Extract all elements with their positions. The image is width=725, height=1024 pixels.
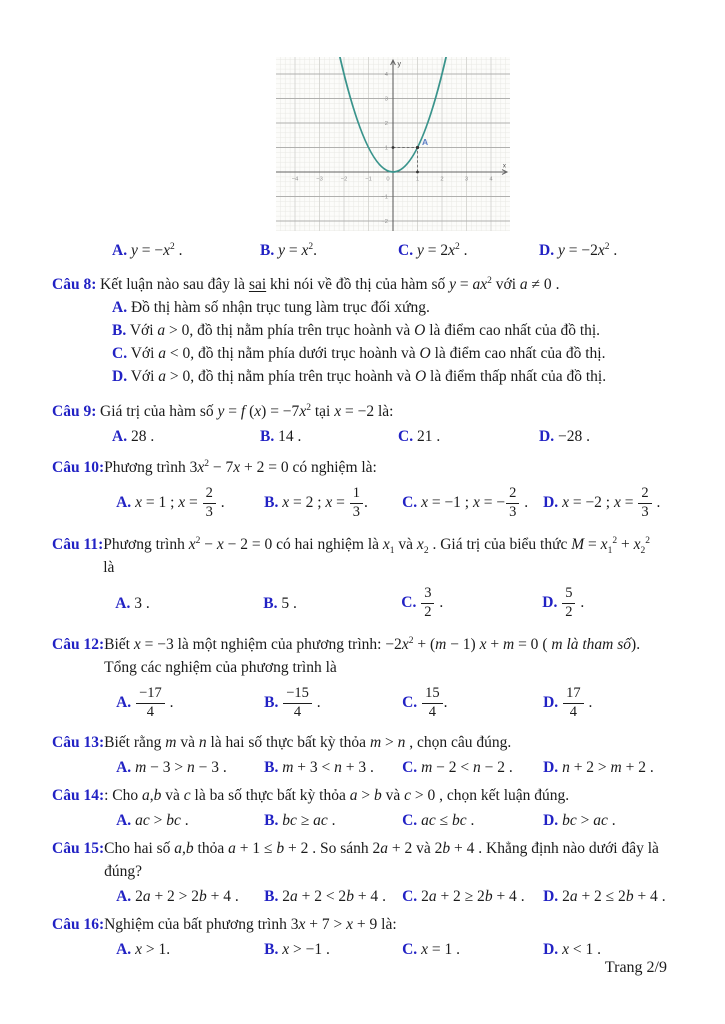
tick-label: −1 [365, 176, 372, 183]
options [116, 756, 719, 779]
option-A [116, 686, 264, 720]
options [116, 809, 719, 832]
option-text: bc > ac . [562, 812, 616, 829]
question-number: Câu 16: [52, 916, 105, 933]
option-D [112, 365, 719, 388]
question-number: Câu 10: [52, 459, 105, 476]
options [116, 682, 719, 724]
option-text: $\frac{3}{2}$ . [420, 594, 443, 611]
option-B [264, 938, 402, 961]
option-text: $\frac{15}{4}$ . [421, 694, 447, 711]
option-B [264, 486, 402, 520]
option-B [264, 885, 402, 908]
option-letter: A. [116, 493, 132, 511]
option-text: −28 . [557, 428, 590, 445]
fraction: $\frac{-15}{4}$ [282, 686, 313, 720]
question-cau-15 [0, 837, 725, 908]
question-cau-16 [0, 913, 725, 961]
tick-label: 1 [384, 145, 388, 152]
option-C [402, 885, 543, 908]
tick-label: 3 [384, 96, 388, 103]
point-label: A [422, 137, 429, 147]
option-C [112, 342, 719, 365]
option-text: ac ≤ bc . [421, 812, 475, 829]
question-number: Câu 12: [52, 636, 105, 653]
option-text: Với a > 0, đồ thị nằm phía trên trục hoành và O là điểm cao nhất của đồ thị. [129, 322, 601, 339]
option-text: $y = -x^2$ . [130, 241, 183, 259]
question-text: Kết luận nào sau đây là sai khi nói về đồ thị của hàm số $y = ax^2$ với a ≠ 0 . [100, 275, 560, 293]
question-text: Cho hai số a,b thỏa a + 1 ≤ b + 2 . So sánh 2a + 2 và 2b + 4 . Khẳng định nào dưới đây là [104, 840, 659, 857]
option-letter: C. [398, 428, 414, 445]
x-axis-label: x [502, 162, 506, 170]
option-text: m + 3 < n + 3 . [282, 759, 374, 776]
option-text: x > 1. [135, 941, 171, 958]
tick-label: −2 [381, 219, 388, 225]
option-letter: A. [116, 888, 132, 905]
option-letter: D. [543, 888, 559, 905]
option-C [401, 586, 542, 620]
option-letter: C. [401, 593, 417, 611]
fraction: $\frac{2}{3}$ [202, 486, 217, 520]
option-text: x = 1 ; x = $\frac{2}{3}$ . [135, 484, 225, 520]
tick-label: 2 [384, 121, 388, 127]
option-text: Với a < 0, đồ thị nằm phía dưới trục hoành và O là điểm cao nhất của đồ thị. [130, 345, 606, 362]
option-text: x = 2 ; x = $\frac{1}{3}$ . [282, 484, 368, 520]
question-number: Câu 9: [52, 403, 97, 420]
option-letter: D. [543, 493, 559, 511]
option-letter: B. [260, 428, 275, 445]
option-letter: B. [264, 941, 279, 958]
question-cau-14 [0, 784, 725, 832]
question-cau-10 [0, 456, 725, 524]
page-footer [605, 956, 667, 979]
fraction: $\frac{15}{4}$ [421, 686, 444, 720]
options [100, 296, 719, 388]
option-letter: D. [539, 242, 555, 259]
option-B [264, 756, 402, 779]
option-A [116, 486, 264, 520]
option-D [539, 239, 719, 262]
option-text: $\frac{5}{2}$ . [561, 594, 584, 611]
option-C [398, 239, 539, 262]
question-cau-13 [0, 731, 725, 779]
option-letter: A. [116, 941, 132, 958]
option-text: 2a + 2 ≤ 2b + 4 . [562, 888, 666, 905]
tick-label: −4 [291, 176, 299, 183]
option-A [115, 592, 263, 615]
option-letter: C. [402, 693, 418, 711]
questions [0, 237, 725, 961]
option-letter: C. [402, 759, 418, 776]
options [112, 425, 719, 448]
question-cau-11 [0, 533, 725, 624]
option-text: x = −1 ; x = − $\frac{2}{3}$ . [421, 484, 529, 520]
option-text: x > −1 . [282, 941, 330, 958]
graph-svg [276, 57, 510, 231]
question-text: Nghiệm của bất phương trình 3x + 7 > x + 9 là: [104, 916, 397, 933]
option-letter: B. [112, 322, 127, 339]
option-text: x = −2 ; x = $\frac{2}{3}$ . [562, 484, 661, 520]
question-text: là [103, 559, 115, 576]
option-letter: B. [264, 493, 279, 511]
tick-label: 1 [415, 176, 420, 183]
tick-label: 4 [489, 176, 493, 183]
question-number: Câu 15: [52, 840, 105, 857]
option-letter: C. [398, 242, 414, 259]
option-letter: A. [116, 812, 132, 829]
y-axis-label: y [397, 61, 401, 68]
q7-answer-row [0, 237, 725, 262]
question-text: : Cho a,b và c là ba số thực bất kỳ thỏa a > b và c > 0 , chọn kết luận đúng. [104, 787, 570, 804]
option-D [543, 486, 719, 520]
tick-label: 4 [384, 72, 388, 78]
option-C [402, 756, 543, 779]
option-letter: C. [112, 345, 128, 362]
option-letter: A. [116, 693, 132, 711]
option-D [543, 756, 719, 779]
option-text: 28 . [130, 428, 155, 445]
option-letter: D. [543, 941, 559, 958]
question-text: Biết x = −3 là một nghiệm của phương trình: $-2x^2 + (m - 1) x + m = 0$ ( m là tham số). [104, 635, 641, 653]
option-B [260, 425, 398, 448]
option-letter: B. [260, 242, 275, 259]
option-A [112, 239, 260, 262]
options [115, 582, 719, 624]
option-text: m − 3 > n − 3 . [135, 759, 227, 776]
option-A [116, 809, 264, 832]
option-letter: A. [112, 242, 128, 259]
option-text: n + 2 > m + 2 . [562, 759, 654, 776]
question-number: Câu 13: [52, 734, 105, 751]
option-letter: B. [264, 812, 279, 829]
option-text: 2a + 2 > 2b + 4 . [135, 888, 239, 905]
option-letter: B. [264, 888, 279, 905]
option-B [260, 239, 398, 262]
page-number: Trang 2/9 [604, 959, 667, 976]
option-B [264, 686, 402, 720]
option-D [542, 586, 719, 620]
option-text: $\frac{-15}{4}$ . [282, 694, 320, 711]
fraction: $\frac{3}{2}$ [420, 586, 435, 620]
question-text: Phương trình $3x^2 - 7x + 2 = 0$ có nghiệm là: [104, 458, 377, 476]
option-text: $y = -2x^2$ . [557, 241, 618, 259]
option-text: Đồ thị hàm số nhận trục tung làm trục đối xứng. [130, 299, 430, 316]
question-text: Tổng các nghiệm của phương trình là [104, 659, 337, 676]
option-letter: C. [402, 812, 418, 829]
option-text: $\frac{-17}{4}$ . [135, 694, 173, 711]
tick-label: 0 [386, 176, 390, 183]
option-text: bc ≥ ac . [282, 812, 336, 829]
fraction: $\frac{-17}{4}$ [135, 686, 166, 720]
option-C [402, 486, 543, 520]
option-letter: B. [264, 693, 279, 711]
tick-label: 2 [440, 176, 444, 183]
options [116, 885, 719, 908]
option-text: 2a + 2 ≥ 2b + 4 . [421, 888, 525, 905]
option-letter: B. [264, 759, 279, 776]
fraction: $\frac{2}{3}$ [637, 486, 652, 520]
question-text: Phương trình $x^2 - x - 2 = 0$ có hai nghiệm là $x_1$ và $x_2$ . Giá trị của biểu thức $M = x_1^2 + x_2^2$ [103, 535, 650, 557]
option-text: $y = 2x^2$ . [416, 241, 468, 259]
function-graph [276, 57, 510, 231]
option-letter: A. [112, 428, 128, 445]
option-D [539, 425, 719, 448]
option-letter: A. [116, 759, 132, 776]
option-B [112, 319, 719, 342]
fraction: $\frac{5}{2}$ [561, 586, 576, 620]
option-letter: C. [402, 493, 418, 511]
option-D [543, 686, 719, 720]
options [116, 482, 719, 524]
question-cau-8 [0, 273, 725, 388]
tick-label: −2 [340, 176, 348, 183]
question-cau-12 [0, 633, 725, 724]
tick-label: 3 [464, 176, 469, 183]
option-text: x < 1 . [562, 941, 601, 958]
option-text: 5 . [281, 594, 297, 612]
question-text: Giá trị của hàm số y = f $(x) = -7x^2$ tại x = −2 là: [100, 402, 394, 420]
option-letter: D. [539, 428, 555, 445]
option-text: $y = x^2$. [278, 241, 317, 259]
option-A [116, 938, 264, 961]
option-letter: D. [543, 759, 559, 776]
option-A [112, 425, 260, 448]
option-letter: A. [115, 594, 131, 612]
option-letter: B. [263, 594, 278, 612]
question-number: Câu 11: [52, 536, 104, 553]
option-text: 3 . [134, 594, 150, 612]
option-text: $\frac{17}{4}$ . [562, 694, 592, 711]
fraction: $\frac{17}{4}$ [562, 686, 585, 720]
option-C [402, 686, 543, 720]
option-letter: C. [402, 941, 418, 958]
tick-label: −1 [381, 194, 388, 201]
option-D [543, 885, 719, 908]
fraction: $\frac{2}{3}$ [505, 486, 520, 520]
option-text: 21 . [416, 428, 441, 445]
option-A [112, 296, 719, 319]
question-text: đúng? [104, 863, 142, 880]
option-letter: A. [112, 299, 128, 316]
option-B [264, 809, 402, 832]
option-text: Với a > 0, đồ thị nằm phía trên trục hoành và O là điểm thấp nhất của đồ thị. [130, 368, 607, 385]
question-number: Câu 14: [52, 787, 105, 804]
option-C [402, 938, 543, 961]
option-text: 2a + 2 < 2b + 4 . [282, 888, 386, 905]
option-letter: D. [543, 812, 559, 829]
option-text: x = 1 . [421, 941, 460, 958]
fraction: $\frac{1}{3}$ [349, 486, 364, 520]
option-text: m − 2 < n − 2 . [421, 759, 513, 776]
option-B [263, 592, 401, 615]
options [112, 239, 719, 262]
question-number: Câu 8: [52, 276, 97, 293]
option-A [116, 885, 264, 908]
option-A [116, 756, 264, 779]
option-letter: D. [112, 368, 128, 385]
tick-label: −3 [316, 176, 323, 183]
option-C [398, 425, 539, 448]
option-D [543, 809, 719, 832]
option-text: 14 . [278, 428, 302, 445]
question-number [52, 237, 100, 262]
option-C [402, 809, 543, 832]
question-text: Biết rằng m và n là hai số thực bất kỳ thỏa m > n , chọn câu đúng. [104, 734, 512, 751]
option-letter: D. [542, 593, 558, 611]
option-text: ac > bc . [135, 812, 189, 829]
option-letter: D. [543, 693, 559, 711]
question-cau-9 [0, 400, 725, 448]
option-letter: C. [402, 888, 418, 905]
